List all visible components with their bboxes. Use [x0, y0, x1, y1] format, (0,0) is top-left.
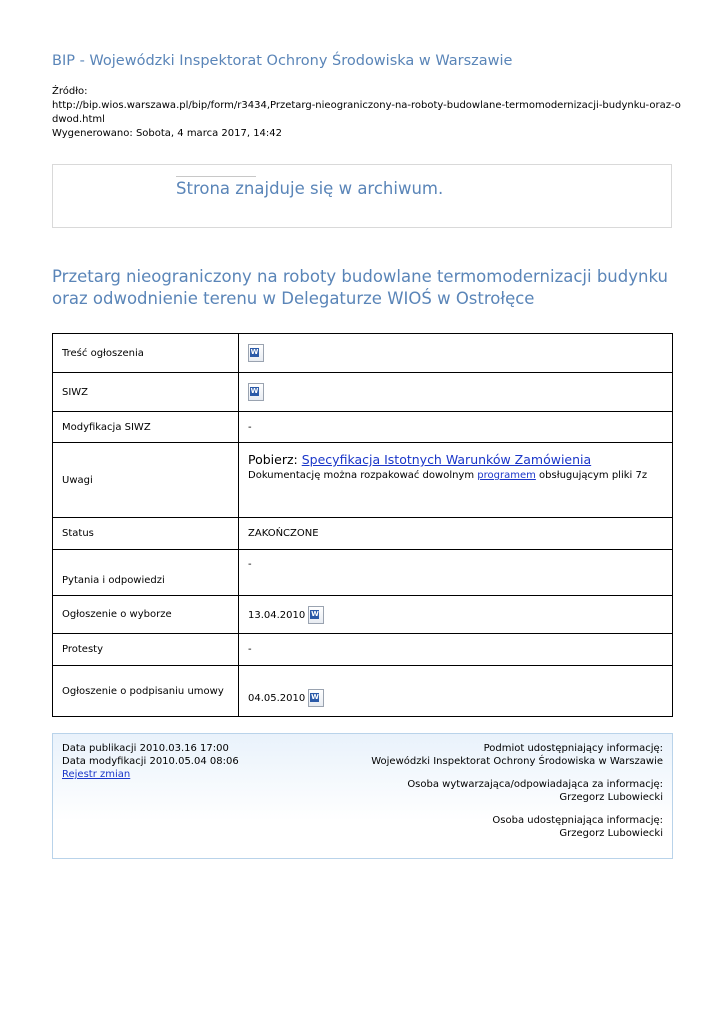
row-value	[239, 596, 673, 634]
footer-responsible	[371, 742, 663, 850]
archive-notice-box	[52, 164, 672, 228]
table-row	[53, 596, 673, 634]
archive-notice: Strona znajduje się w archiwum.	[176, 179, 444, 198]
row-value: ZAKOŃCZONE	[239, 518, 673, 550]
publisher-label: Osoba udostępniająca informację:	[492, 815, 663, 826]
provider-label: Podmiot udostępniający informację:	[483, 743, 663, 754]
publication-date: Data publikacji 2010.03.16 17:00	[62, 743, 229, 754]
page-title: Przetarg nieograniczony na roboty budowlane termomodernizacji budynku oraz odwodnienie terenu w Delegaturze WIOŚ w Ostrołęce	[52, 267, 668, 308]
provider-value: Wojewódzki Inspektorat Ochrony Środowiska w Warszawie	[371, 756, 663, 767]
row-value	[239, 666, 673, 717]
word-document-icon[interactable]	[248, 344, 264, 362]
modification-date: Data modyfikacji 2010.05.04 08:06	[62, 756, 239, 767]
site-title: BIP - Wojewódzki Inspektorat Ochrony Środowiska w Warszawie	[52, 53, 513, 69]
contract-date: 04.05.2010	[248, 693, 306, 704]
source-label: Źródło:	[52, 86, 88, 97]
author-label: Osoba wytwarzająca/odpowiadająca za informację:	[407, 779, 663, 790]
word-document-icon[interactable]	[308, 606, 324, 624]
table-row	[53, 443, 673, 518]
row-value: -	[239, 550, 673, 596]
source-url	[52, 99, 681, 113]
provider-block	[371, 742, 663, 768]
row-value	[239, 334, 673, 373]
author-block	[371, 778, 663, 804]
source-info	[52, 85, 681, 141]
row-value: -	[239, 412, 673, 443]
row-value	[239, 373, 673, 412]
row-label: Pytania i odpowiedzi	[53, 550, 239, 596]
source-url-line1: http://bip.wios.warszawa.pl/bip/form/r3434,Przetarg-nieograniczony-na-roboty-budowlane-termomodernizacji-budynku-oraz-o	[52, 100, 681, 111]
word-document-icon[interactable]	[248, 383, 264, 401]
generated-date: Wygenerowano: Sobota, 4 marca 2017, 14:42	[52, 128, 283, 139]
archive-divider	[176, 176, 256, 177]
download-prefix: Pobierz:	[248, 452, 302, 467]
table-row	[53, 550, 673, 596]
table-row	[53, 373, 673, 412]
change-register-link[interactable]: Rejestr zmian	[62, 769, 131, 780]
table-row	[53, 412, 673, 443]
row-label: Modyfikacja SIWZ	[53, 412, 239, 443]
row-label: Ogłoszenie o podpisaniu umowy	[53, 666, 239, 717]
note-text-before: Dokumentację można rozpakować dowolnym	[248, 470, 478, 481]
row-label: SIWZ	[53, 373, 239, 412]
table-row	[53, 634, 673, 666]
row-value: -	[239, 634, 673, 666]
row-label: Treść ogłoszenia	[53, 334, 239, 373]
siwz-download-link[interactable]: Specyfikacja Istotnych Warunków Zamówienia	[301, 452, 592, 467]
row-value	[239, 443, 673, 518]
publisher-value: Grzegorz Lubowiecki	[559, 828, 663, 839]
selection-date: 13.04.2010	[248, 609, 306, 621]
table-row	[53, 518, 673, 550]
tender-details-table	[52, 333, 673, 717]
source-url-continuation: dwod.html	[52, 114, 105, 125]
table-row	[53, 334, 673, 373]
download-line	[248, 452, 663, 467]
row-label: Ogłoszenie o wyborze	[53, 596, 239, 634]
unpack-note	[248, 470, 663, 481]
table-row	[53, 666, 673, 717]
author-value: Grzegorz Lubowiecki	[559, 792, 663, 803]
program-link[interactable]: programem	[477, 470, 536, 481]
publisher-block	[371, 814, 663, 840]
row-label: Status	[53, 518, 239, 550]
word-document-icon[interactable]	[308, 689, 324, 707]
row-label: Uwagi	[53, 443, 239, 518]
metadata-footer	[52, 733, 673, 859]
footer-dates	[62, 742, 239, 781]
row-label: Protesty	[53, 634, 239, 666]
note-text-after: obsługującym pliki 7z	[535, 470, 648, 481]
